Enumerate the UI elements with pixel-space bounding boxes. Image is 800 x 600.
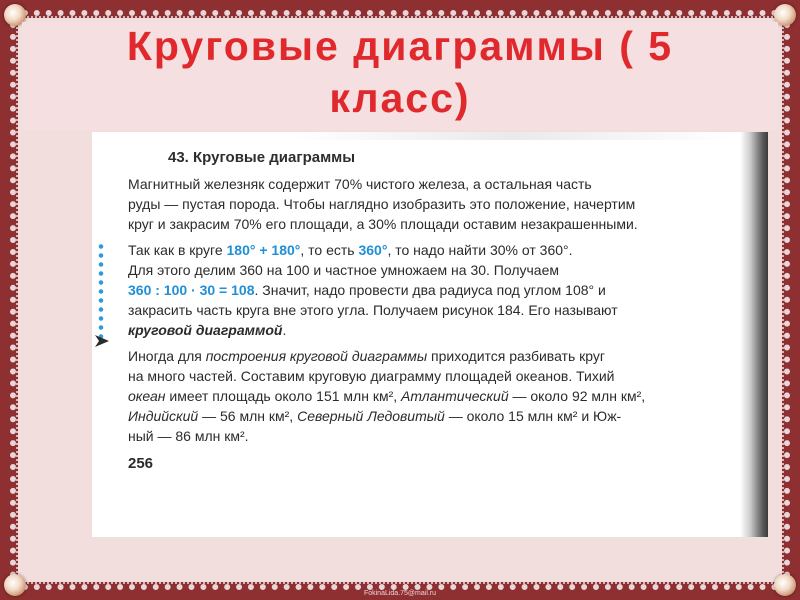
paragraph-oceans [128, 346, 744, 446]
bleed-through [292, 132, 732, 140]
slide-title-line2: класс) [329, 75, 471, 121]
slide-title-line1: Круговые диаграммы ( 5 [126, 23, 674, 69]
text-line: круговой диаграммой. [128, 322, 287, 338]
footer-email: FokinaLida.75@mail.ru [363, 590, 437, 597]
slide-title [40, 20, 760, 124]
page-gutter-shadow [740, 132, 768, 537]
text-line: на много частей. Составим круговую диаграмму площадей океанов. Тихий [128, 368, 615, 384]
text-line: 360 : 100 · 30 = 108. Значит, надо провести два радиуса под углом 108° и [128, 282, 606, 298]
paragraph-calculation [128, 240, 744, 340]
term-emphasis: круговой диаграммой [128, 322, 283, 338]
text-line: Так как в круге 180° + 180°, то есть 360°, то надо найти 30% от 360°. [128, 242, 573, 258]
text-line: океан имеет площадь около 151 млн км², Атлантический — около 92 млн км², [128, 388, 646, 404]
text-line: Индийский — 56 млн км², Северный Ледовитый — около 15 млн км² и Юж- [128, 408, 622, 424]
paragraph-intro [128, 174, 744, 234]
text-line: Для этого делим 360 на 100 и частное умножаем на 30. Получаем [128, 262, 560, 278]
highlight: 360 : 100 · 30 = 108 [128, 282, 255, 298]
textbook-text [128, 148, 744, 474]
text-line: Магнитный железняк содержит 70% чистого железа, а остальная часть [128, 176, 592, 192]
section-heading: 43. Круговые диаграммы [168, 149, 356, 166]
margin-dots-icon [98, 242, 104, 338]
highlight: 360° [358, 242, 388, 258]
text-line: руды — пустая порода. Чтобы наглядно изобразить это положение, начертим [128, 196, 636, 212]
arrow-marker-icon [94, 334, 110, 348]
textbook-page-scan [92, 132, 768, 537]
page-number: 256 [128, 455, 154, 472]
text-line: круг и закрасим 70% его площади, а 30% площади оставим незакрашенными. [128, 216, 638, 232]
text-line: Иногда для построения круговой диаграммы приходится разбивать круг [128, 348, 605, 364]
text-line: закрасить часть круга вне этого угла. Получаем рисунок 184. Его называют [128, 302, 618, 318]
text-line: ный — 86 млн км². [128, 428, 249, 444]
highlight: 180° + 180° [226, 242, 301, 258]
